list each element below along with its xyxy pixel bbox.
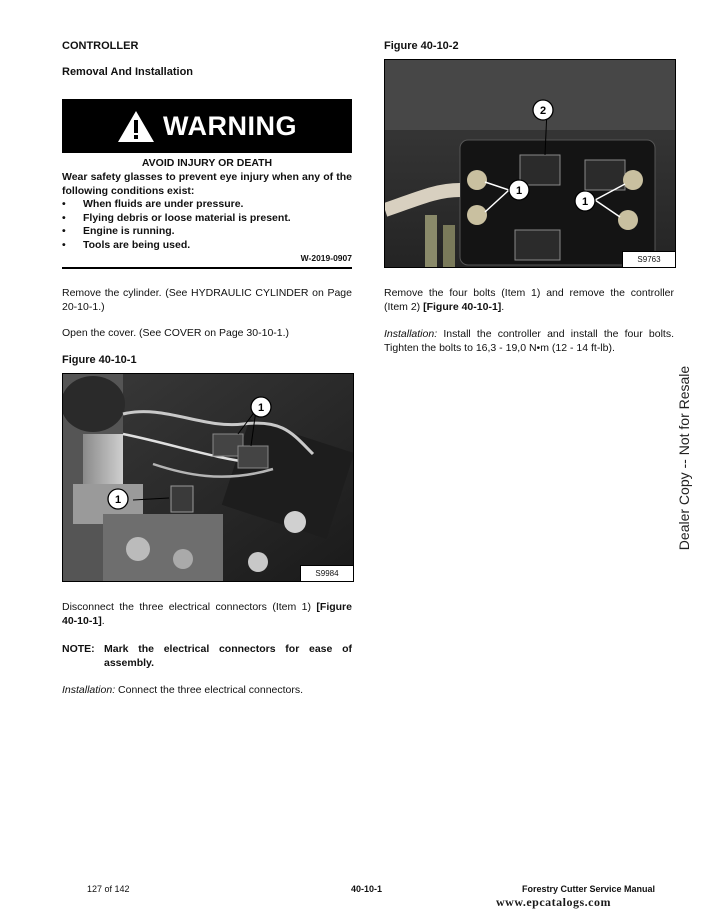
figure-reference: [Figure 40-10-1] (423, 301, 502, 313)
warning-banner (62, 99, 352, 153)
paragraph-text: Remove the four bolts (Item 1) and remove the controller (Item 2) (384, 287, 674, 313)
warning-triangle-icon (117, 110, 155, 143)
paragraph: Remove the cylinder. (See HYDRAULIC CYLINDER on Page 20-10-1.) (62, 287, 352, 313)
page-count: 127 of 142 (87, 884, 130, 894)
controller-photo-illustration (385, 60, 675, 267)
warning-divider (62, 267, 352, 269)
side-watermark (672, 367, 696, 549)
note-text: Mark the electrical connectors for ease of assembly. (104, 643, 352, 669)
installation-text: Connect the three electrical connectors. (115, 684, 304, 696)
installation-label: Installation: (384, 328, 438, 340)
callout-1-left-label: 1 (114, 494, 122, 506)
warning-code: W-2019-0907 (300, 253, 352, 263)
paragraph-end: . (501, 301, 505, 313)
figure-code: S9984 (300, 565, 353, 581)
warning-subtitle: AVOID INJURY OR DEATH (141, 157, 273, 169)
site-watermark-link[interactable]: www.epcatalogs.com (496, 895, 611, 909)
installation-text: Install the controller and install the four bolts. Tighten the bolts to 16,3 - 19,0 N•m (12 - 14 ft-lb). (384, 328, 674, 354)
figure-code: S9763 (622, 251, 675, 267)
side-watermark-text: Dealer Copy -- Not for Resale (676, 365, 692, 551)
list-item: • Engine is running. (62, 225, 352, 239)
figure-label: Figure 40-10-2 (384, 40, 459, 52)
installation-paragraph (384, 327, 674, 355)
subsection-heading: Removal And Installation (62, 66, 194, 78)
figure-40-10-2-photo (384, 59, 676, 268)
warning-list (62, 198, 352, 252)
list-item: • Flying debris or loose material is present. (62, 212, 352, 226)
figure-40-10-1-photo (62, 373, 354, 582)
warning-title: WARNING (163, 110, 297, 141)
paragraph (62, 600, 352, 628)
paragraph: Open the cover. (See COVER on Page 30-10-1.) (62, 327, 290, 339)
callout-1-top-label: 1 (257, 402, 265, 414)
figure-label: Figure 40-10-1 (62, 354, 137, 366)
warning-intro: Wear safety glasses to prevent eye injury when any of the following conditions exist: (62, 171, 352, 197)
paragraph (384, 286, 674, 314)
list-item: • When fluids are under pressure. (62, 198, 352, 212)
installation-paragraph (62, 683, 352, 697)
note-label: NOTE: (62, 643, 95, 655)
connector-photo-illustration (63, 374, 353, 581)
callout-1-right-label: 1 (581, 196, 589, 208)
list-item: • Tools are being used. (62, 239, 352, 253)
callout-2-label: 2 (539, 105, 547, 117)
installation-label: Installation: (62, 684, 116, 696)
figure-reference: [Figure 40-10-1] (62, 601, 352, 627)
callout-1-left-label: 1 (515, 185, 523, 197)
section-heading: CONTROLLER (62, 40, 139, 52)
paragraph-end: . (101, 615, 105, 627)
page-number: 40-10-1 (351, 884, 383, 894)
paragraph-text: Disconnect the three electrical connectors (Item 1) (62, 601, 317, 613)
manual-title: Forestry Cutter Service Manual (522, 884, 656, 894)
note (62, 642, 352, 670)
